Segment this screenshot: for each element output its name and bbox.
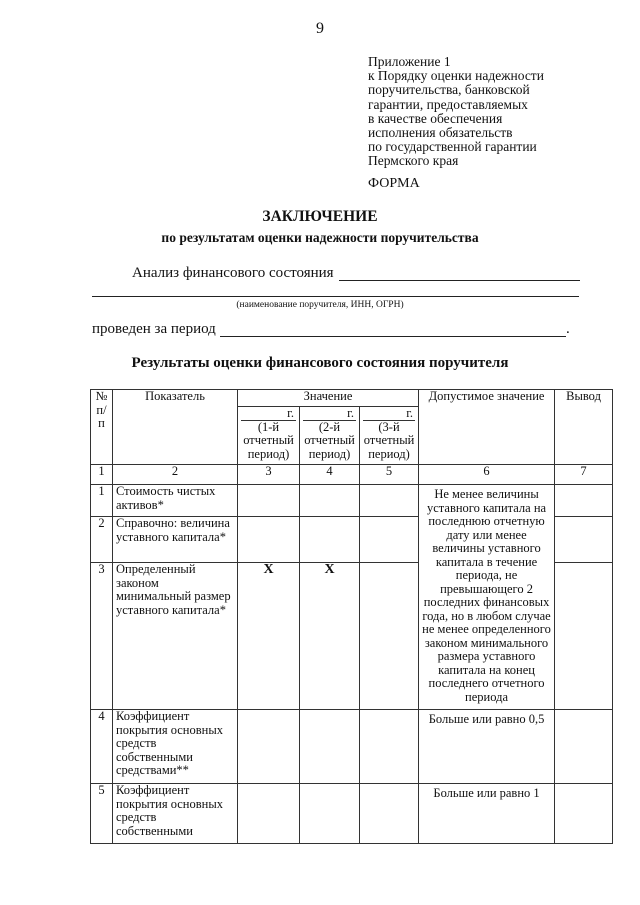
period-2-label: (2-й отчетный период) (304, 419, 355, 461)
value-cell-1[interactable] (238, 710, 300, 784)
year-suffix: г. (287, 406, 294, 420)
row-indicator: Справочно: величина уставного капитала* (113, 517, 238, 563)
row-indicator: Коэффициент покрытия основных средств собственными средствами** (113, 710, 238, 784)
row-num: 1 (91, 485, 113, 517)
value-cell-2[interactable] (300, 784, 360, 844)
allowed-value-merged: Не менее величины уставного капитала на последнюю отчетную дату или менее величины уставного капитала в течение периода, не превышающего 2 последних финансовых года, но в любом случае не менее определенного законом минимального размера уставного капитала на конец последнего отчетного периода (419, 485, 555, 710)
value-cell-1: Х (238, 563, 300, 710)
appendix-line: исполнения обязательств (368, 125, 513, 141)
row-indicator: Определенный законом минимальный размер уставного капитала* (113, 563, 238, 710)
row-indicator: Стоимость чистых активов* (113, 485, 238, 517)
appendix-line: к Порядку оценки надежности (368, 68, 544, 84)
allowed-value: Больше или равно 0,5 (419, 710, 555, 784)
appendix-line: Пермского края (368, 153, 459, 169)
appendix-line: по государственной гарантии (368, 139, 537, 155)
conclusion-cell[interactable] (555, 710, 613, 784)
header-row (91, 390, 613, 407)
period-1-label: (1-й отчетный период) (241, 420, 296, 462)
conclusion-cell[interactable] (555, 563, 613, 710)
row-num: 3 (91, 563, 113, 710)
appendix-line: Приложение 1 (368, 54, 451, 69)
conclusion-cell[interactable] (555, 485, 613, 517)
allowed-value: Больше или равно 1 (419, 784, 555, 844)
col-number: 6 (419, 465, 555, 485)
header-num: № п/п (91, 390, 113, 465)
header-conclusion: Вывод (555, 390, 613, 465)
col-number: 1 (91, 465, 113, 485)
value-cell-3[interactable] (360, 563, 419, 710)
header-period-1 (238, 407, 300, 465)
form-label: ФОРМА (368, 176, 420, 191)
guarantor-caption: (наименование поручителя, ИНН, ОГРН) (236, 300, 404, 310)
value-cell-2: Х (300, 563, 360, 710)
year-suffix: г. (347, 406, 354, 420)
value-cell-1[interactable] (238, 517, 300, 563)
header-value: Значение (238, 390, 419, 407)
appendix-header (368, 55, 544, 169)
header-period-3 (360, 407, 419, 465)
appendix-line: поручительства, банковской (368, 82, 530, 98)
period-end: . (566, 321, 570, 337)
appendix-line: гарантии, предоставляемых (368, 96, 528, 112)
row-indicator: Коэффициент покрытия основных средств собственными (113, 784, 238, 844)
document-subtitle: по результатам оценки надежности поручительства (161, 230, 479, 245)
page-number: 9 (316, 20, 324, 37)
document-title: ЗАКЛЮЧЕНИЕ (262, 208, 378, 225)
period-3-label: (3-й отчетный период) (363, 419, 415, 461)
header-period-2 (300, 407, 360, 465)
col-number: 3 (238, 465, 300, 485)
period-line[interactable] (220, 336, 566, 337)
value-cell-3[interactable] (360, 784, 419, 844)
value-cell-1[interactable] (238, 784, 300, 844)
header-indicator: Показатель (113, 390, 238, 465)
appendix-line: в качестве обеспечения (368, 110, 503, 126)
row-num: 2 (91, 517, 113, 563)
value-cell-3[interactable] (360, 485, 419, 517)
col-number: 5 (360, 465, 419, 485)
guarantor-name-line[interactable] (339, 280, 580, 281)
table-row (91, 784, 613, 844)
row-num: 5 (91, 784, 113, 844)
row-num: 4 (91, 710, 113, 784)
value-cell-3[interactable] (360, 710, 419, 784)
conclusion-cell[interactable] (555, 784, 613, 844)
value-cell-3[interactable] (360, 517, 419, 563)
period-label: проведен за период (92, 321, 216, 337)
value-cell-1[interactable] (238, 485, 300, 517)
value-cell-2[interactable] (300, 485, 360, 517)
column-number-row (91, 465, 613, 485)
table-row (91, 710, 613, 784)
col-number: 2 (113, 465, 238, 485)
header-allowed: Допустимое значение (419, 390, 555, 465)
analysis-label: Анализ финансового состояния (132, 265, 334, 281)
value-cell-2[interactable] (300, 710, 360, 784)
results-table (90, 389, 613, 844)
conclusion-cell[interactable] (555, 517, 613, 563)
results-title: Результаты оценки финансового состояния поручителя (131, 355, 509, 371)
year-suffix: г. (406, 406, 414, 420)
table-row (91, 485, 613, 517)
col-number: 4 (300, 465, 360, 485)
col-number: 7 (555, 465, 613, 485)
value-cell-2[interactable] (300, 517, 360, 563)
guarantor-details-line[interactable] (92, 296, 579, 297)
